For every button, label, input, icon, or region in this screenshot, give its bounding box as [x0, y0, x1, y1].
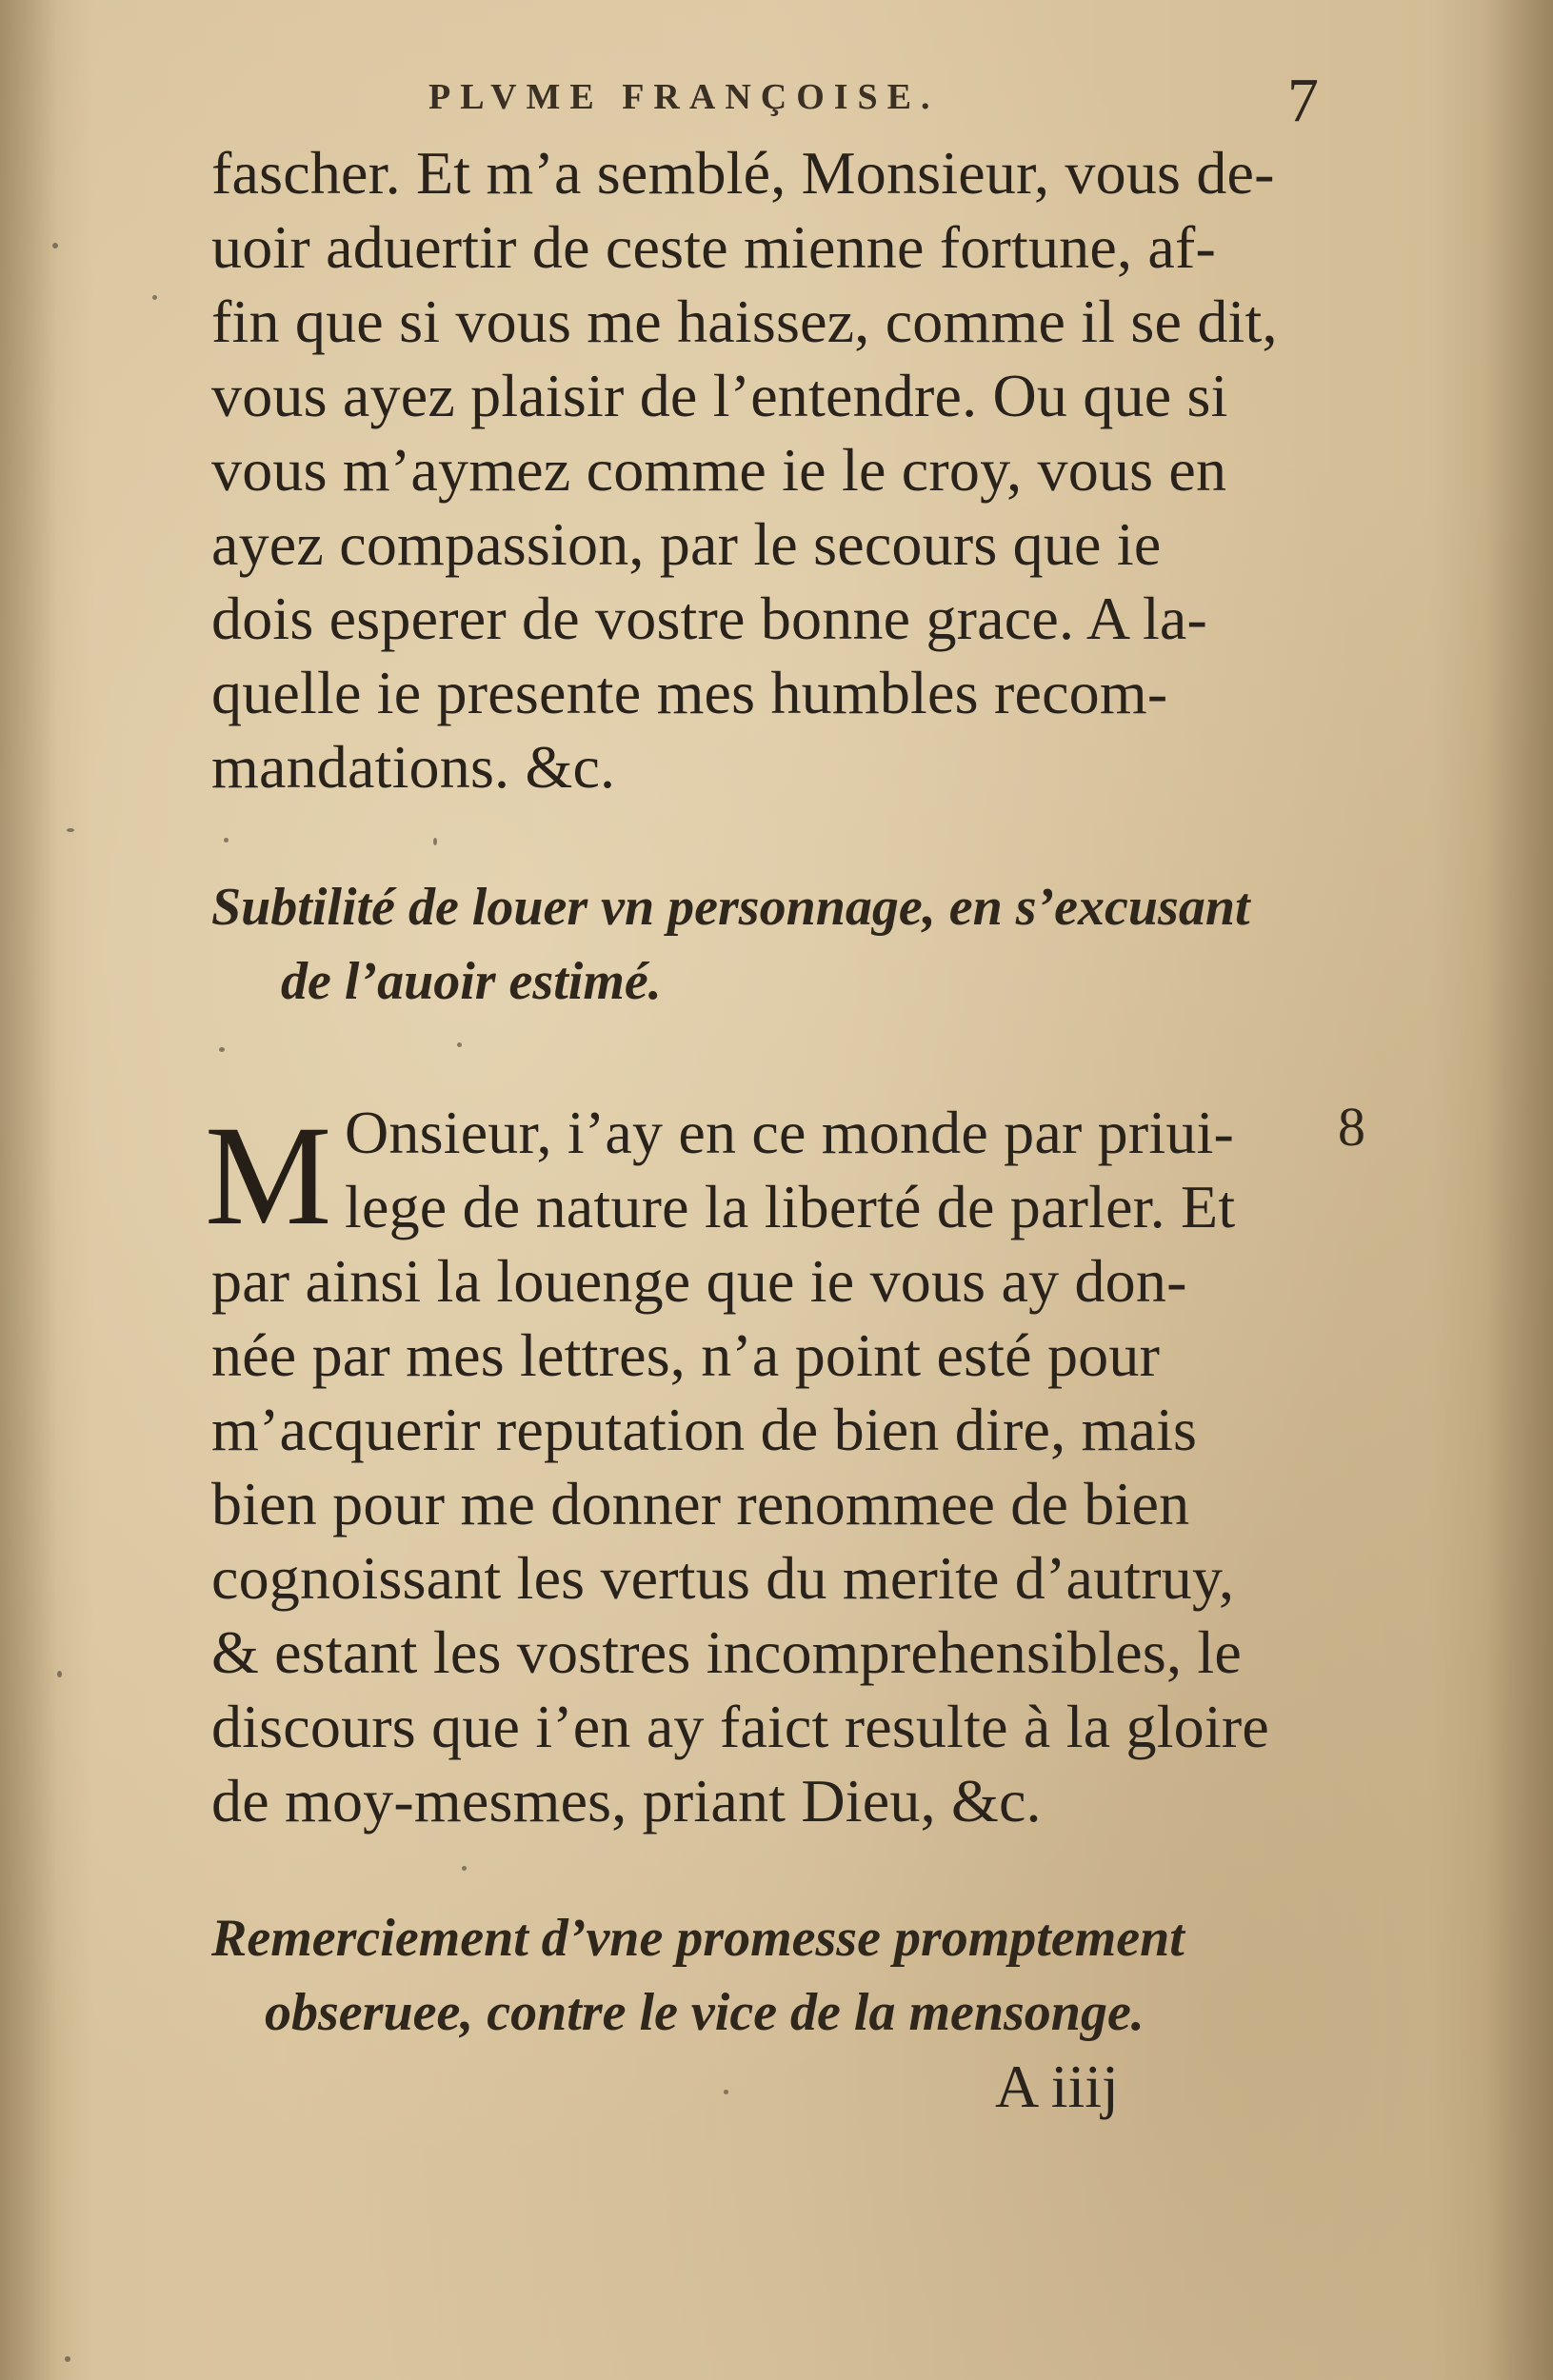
section2-line: & estant les vostres incomprehensibles, le: [211, 1618, 1242, 1686]
paper-speck: [462, 1866, 467, 1871]
paper-speck: [219, 1047, 225, 1052]
section3-heading-line: obseruee, contre le vice de la mensonge.: [265, 1983, 1145, 2042]
margin-number: 8: [1338, 1096, 1365, 1158]
paper-speck: [67, 828, 74, 832]
page-number: 7: [1287, 66, 1319, 135]
section2-second-line: lege de nature la liberté de parler. Et: [345, 1173, 1236, 1240]
drop-cap: M: [205, 1097, 332, 1255]
paper-speck: [65, 2356, 70, 2362]
section2-line: née par mes lettres, n’a point esté pour: [211, 1321, 1161, 1389]
signature-mark: A iiij: [995, 2053, 1119, 2120]
paper-speck: [724, 2090, 728, 2094]
section2-line: bien pour me donner renommee de bien: [211, 1470, 1190, 1537]
page-edge-shadow: [1486, 0, 1553, 2380]
paper-speck: [57, 1671, 62, 1677]
running-head: PLVME FRANÇOISE.: [428, 77, 940, 117]
paper-speck: [224, 838, 229, 843]
section2-line: m’acquerir reputation de bien dire, mais: [211, 1396, 1198, 1463]
section2-line: cognoissant les vertus du merite d’autruy,: [211, 1544, 1235, 1612]
section2-first-line: Onsieur, i’ay en ce monde par priui-: [345, 1099, 1235, 1166]
letter1-line: quelle ie presente mes humbles recom-: [211, 659, 1168, 726]
letter1-line: vous m’aymez comme ie le croy, vous en: [211, 436, 1227, 504]
section2-line: de moy-mesmes, priant Dieu, &c.: [211, 1767, 1042, 1835]
section2-heading-line: Subtilité de louer vn personnage, en s’excusant: [211, 878, 1250, 937]
letter1-line: ayez compassion, par le secours que ie: [211, 510, 1162, 578]
letter1-line: mandations. &c.: [211, 733, 616, 801]
letter1-line: fin que si vous me haissez, comme il se dit,: [211, 288, 1278, 355]
letter1-line: dois esperer de vostre bonne grace. A la-: [211, 585, 1208, 652]
section2-heading-line: de l’auoir estimé.: [281, 952, 662, 1011]
paper-speck: [433, 838, 437, 845]
letter1-line: uoir aduertir de ceste mienne fortune, af-: [211, 213, 1217, 281]
paper-speck: [152, 295, 157, 300]
section2-line: discours que i’en ay faict resulte à la gloire: [211, 1693, 1269, 1760]
section3-heading-line: Remerciement d’vne promesse promptement: [211, 1909, 1185, 1968]
letter1-line: vous ayez plaisir de l’entendre. Ou que si: [211, 362, 1228, 429]
letter1-line: fascher. Et m’a semblé, Monsieur, vous de-: [211, 139, 1275, 207]
section2-line: par ainsi la louenge que ie vous ay don-: [211, 1247, 1187, 1315]
paper-speck: [457, 1042, 462, 1047]
paper-speck: [52, 243, 58, 248]
page-gutter-shadow: [0, 0, 57, 2380]
